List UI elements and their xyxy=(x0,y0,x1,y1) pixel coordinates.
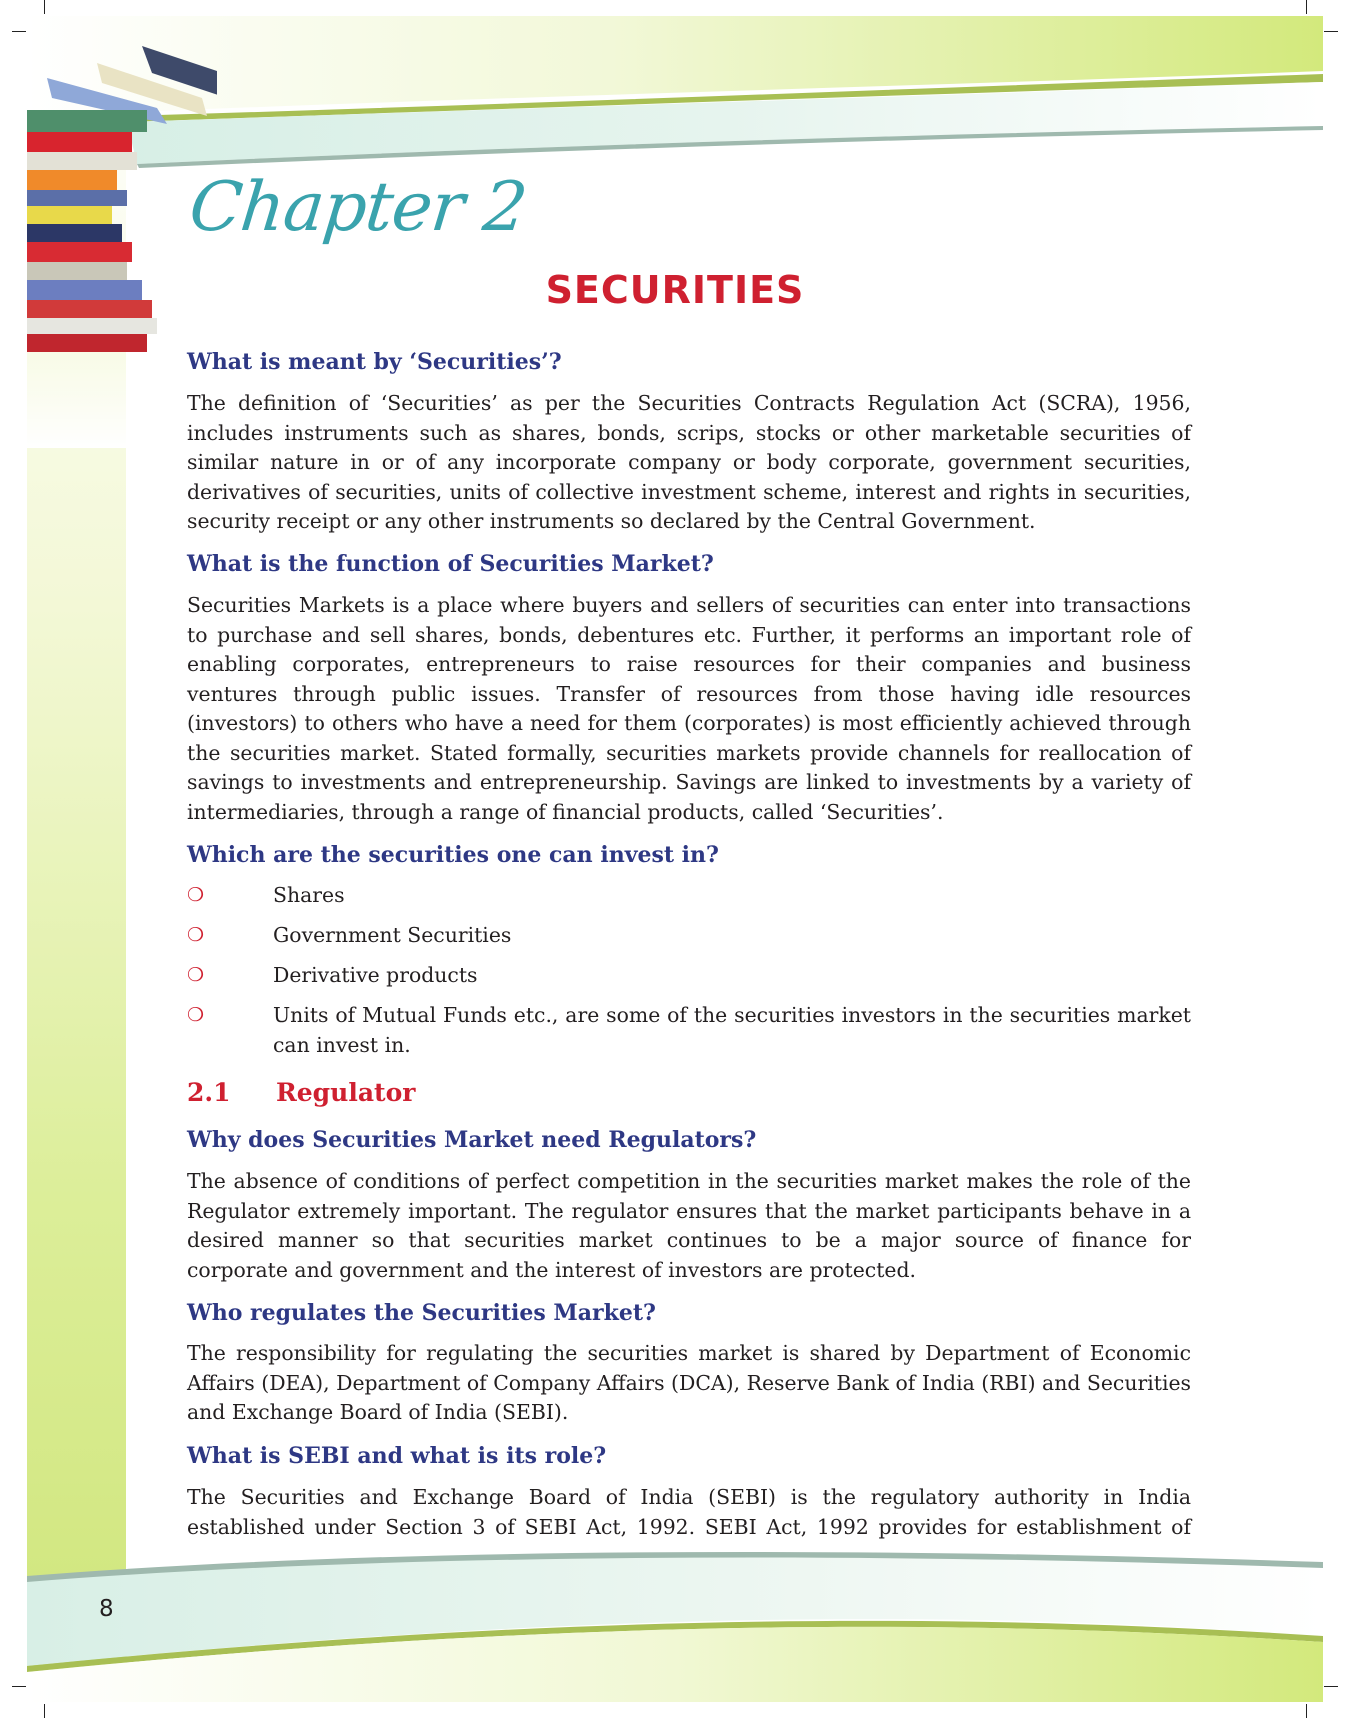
paragraph xyxy=(187,1339,1191,1428)
list-item xyxy=(187,961,1191,991)
section-heading xyxy=(187,1078,1191,1107)
list-item-text: Derivative products xyxy=(273,963,478,987)
paragraph-definition: The definition of ‘Securities’ as per the Securities Contracts Regulation Act (SCRA), 1956, includes instruments such as shares, bonds, scrips, stocks or other marketable securities of similar nature in or of any incorporate company or body corporate, government securities, derivatives of securities, units of collective investment scheme, interest and rights in securities, security receipt or any other instruments so declared by the Central Government. xyxy=(187,391,1191,533)
section-title: Regulator xyxy=(276,1078,416,1107)
question-heading xyxy=(187,349,1191,375)
question-heading xyxy=(187,1443,1191,1469)
list-item xyxy=(187,881,1191,911)
list-item xyxy=(187,1001,1191,1060)
bullet-circle-icon: ❍ xyxy=(187,884,205,906)
list-item-text: Shares xyxy=(273,883,345,907)
bullet-list xyxy=(187,881,1191,1060)
question-meaning-of-securities: What is meant by ‘Securities’? xyxy=(187,349,562,375)
paragraph-who-regulates: The responsibility for regulating the securities market is shared by Department of Economic Affairs (DEA), Department of Company Affairs (DCA), Reserve Bank of India (RBI) and Securities and Exchange Board of India (SEBI). xyxy=(187,1341,1191,1424)
paragraph xyxy=(187,1167,1191,1285)
chapter-label: Chapter 2 xyxy=(185,168,531,247)
crop-mark xyxy=(12,31,26,32)
bullet-circle-icon: ❍ xyxy=(187,1004,205,1026)
page-title-text: SECURITIES xyxy=(545,268,805,312)
question-heading xyxy=(187,551,1191,577)
paragraph-sebi: The Securities and Exchange Board of India (SEBI) is the regulatory authority in India established under Section 3 of SEBI Act, 1992. SEBI Act, 1992 provides for establishment of xyxy=(187,1485,1191,1539)
page-number: 8 xyxy=(99,1596,114,1622)
paragraph xyxy=(187,591,1191,827)
crop-mark xyxy=(12,1686,26,1687)
question-function-of-market: What is the function of Securities Market? xyxy=(187,551,714,577)
paragraph-function: Securities Markets is a place where buyers and sellers of securities can enter into transactions to purchase and sell shares, bonds, debentures etc. Further, it performs an important role of enabling corporates, entrepreneurs to raise resources for their companies and business ventures through public issues. Transfer of resources from those having idle resources (investors) to others who have a need for them (corporates) is most efficiently achieved through the securities market. Stated formally, securities markets provide channels for reallocation of savings to investments and entrepreneurship. Savings are linked to investments by a variety of intermediaries, through a range of financial products, called ‘Securities’. xyxy=(187,593,1191,824)
crop-mark xyxy=(1306,1704,1307,1718)
crop-mark xyxy=(1324,31,1338,32)
crop-mark xyxy=(44,0,45,14)
bullet-circle-icon: ❍ xyxy=(187,924,205,946)
section-number: 2.1 xyxy=(187,1078,231,1107)
page-title xyxy=(0,268,1350,312)
paragraph xyxy=(187,389,1191,537)
list-item-text: Units of Mutual Funds etc., are some of the securities investors in the securities market can invest in. xyxy=(273,1003,1191,1057)
bottom-wave-banner xyxy=(27,1546,1323,1702)
question-need-regulators: Why does Securities Market need Regulators? xyxy=(187,1127,757,1153)
paragraph xyxy=(187,1483,1191,1542)
section-heading-regulator xyxy=(187,1078,1191,1107)
question-who-regulates: Who regulates the Securities Market? xyxy=(187,1300,656,1326)
crop-mark xyxy=(1306,0,1307,14)
bullet-circle-icon: ❍ xyxy=(187,964,205,986)
question-heading xyxy=(187,1300,1191,1326)
question-securities-to-invest: Which are the securities one can invest in? xyxy=(187,842,719,868)
crop-mark xyxy=(1324,1686,1338,1687)
crop-mark xyxy=(44,1704,45,1718)
list-item-text: Government Securities xyxy=(273,923,512,947)
question-heading xyxy=(187,1127,1191,1153)
question-sebi-role: What is SEBI and what is its role? xyxy=(187,1443,607,1469)
list-item xyxy=(187,921,1191,951)
question-heading xyxy=(187,842,1191,868)
paragraph-need-regulators: The absence of conditions of perfect competition in the securities market makes the role of the Regulator extremely important. The regulator ensures that the market participants behave in a desired manner so that securities market continues to be a major source of finance for corporate and government and the interest of investors are protected. xyxy=(187,1169,1191,1282)
